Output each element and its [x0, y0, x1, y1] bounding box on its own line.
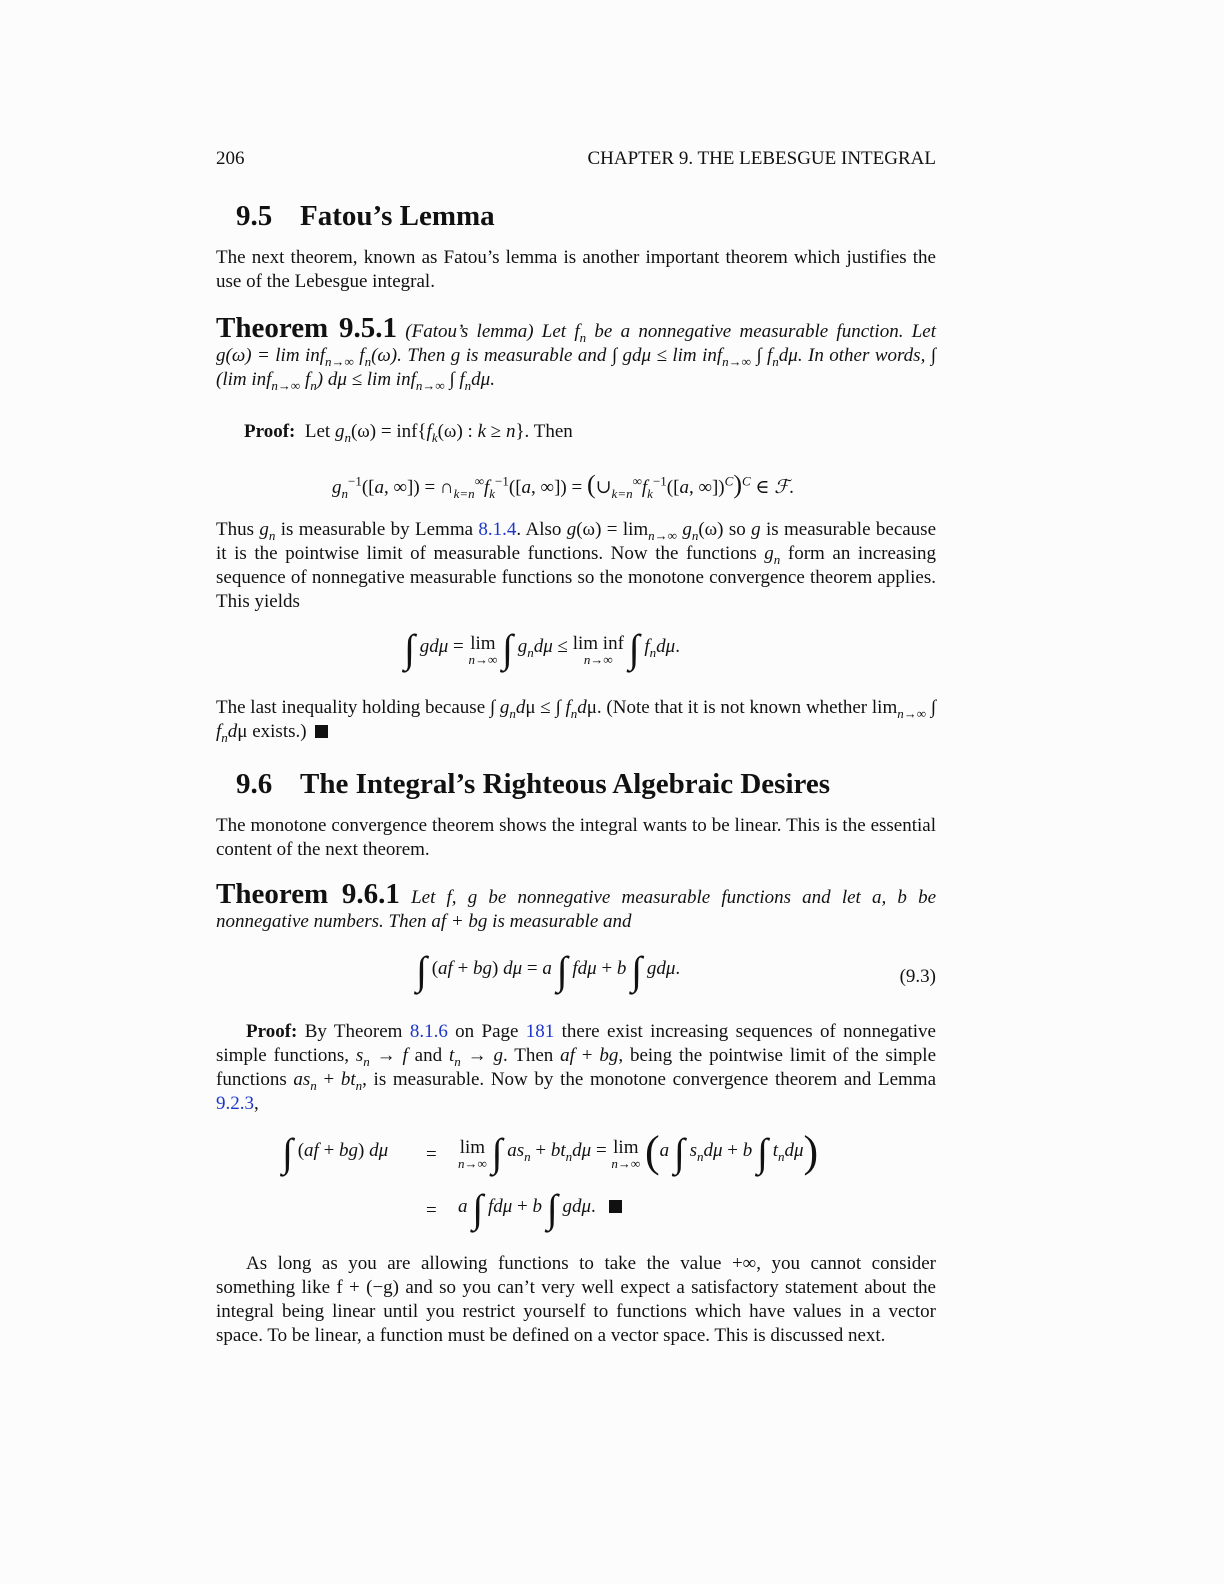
proof-text: Let $g_n(\omega) = inf\{f_k(\omega)$ : k ≥ n}. Then — [300, 421, 573, 445]
display-proof-eq2: = — [426, 1200, 437, 1221]
section-heading-9-6 — [236, 768, 830, 801]
lemma-link[interactable]: 9.2.3 — [216, 1093, 254, 1114]
section-title: Fatou’s Lemma — [300, 200, 495, 232]
qed-square — [609, 1200, 622, 1213]
theorem-9-5-1 — [216, 312, 936, 393]
page-number: 206 — [216, 148, 245, 169]
theorem-statement: (Fatou’s lemma) Let $f_n$ be a nonnegative measurable function. Let g(ω) = lim inf$_{n\to\infty}$ $f_n(\omega)$. Then g is measurable and ∫ gdμ ≤ lim inf$_{n\to\infty}$ ∫ $f_nd\mu$. In other words, ∫ (lim inf$_{n\to\infty}$ $f_n$) dμ ≤ lim inf$_{n\to\infty}$ ∫ $f_nd\mu$. — [216, 321, 936, 393]
display-proof-line1: ∫ (af + bg) dμ — [282, 1130, 389, 1175]
theorem-link[interactable]: 8.1.6 — [409, 1021, 448, 1042]
theorem-label: Theorem 9.5.1 — [216, 312, 397, 344]
display-proof-eq1: = — [426, 1144, 437, 1165]
section-intro: The next theorem, known as Fatou’s lemma is another important theorem which justifies the use of the Lebesgue integral. — [216, 247, 936, 292]
chapter-title: CHAPTER 9. THE LEBESGUE INTEGRAL — [587, 148, 936, 169]
section-heading-9-5 — [236, 200, 495, 233]
section-number: 9.5 — [236, 200, 273, 232]
qed-square — [315, 725, 328, 738]
display-fatou-inequality: ∫ gdμ = lim n→∞ ∫ $g_nd\mu \le \lim$ inf n→∞ ∫ $f_nd\mu$. — [404, 626, 680, 671]
proof-label: Proof: — [246, 1021, 298, 1042]
closing-paragraph: As long as you are allowing functions to take the value +∞, you cannot consider something like f + (−g) and so you can’t very well expect a satisfactory statement about the integral being linear until you restrict yourself to functions which have values in a vector space. To be linear, a function must be defined on a vector space. This is discussed next. — [216, 1253, 936, 1346]
section-title: The Integral’s Righteous Algebraic Desires — [300, 768, 831, 800]
theorem-label: Theorem 9.6.1 — [216, 878, 400, 910]
proof-9-5-1-para2: Thus $g_n$ is measurable by Lemma 8.1.4. Also $g(\omega) = \lim_{n\to\infty} g_n(\omega)$ so g is measurable because it is the pointwise limit of measurable functions. Now the functions $g_n$ form an increasing sequence of nonnegative measurable functions so the monotone convergence theorem applies. This yields — [216, 519, 937, 612]
display-preimage: $g_n^{-1}([a$, ∞]) = $\cap_{k=n}^\infty f_k^{-1}([a$, ∞]) = ($\cup_{k=n}^\infty f_k^{-1}([a$, ∞])$^C$)$^C$ ∈ ℱ. — [332, 470, 794, 501]
display-proof-rhs1: lim n→∞ ∫ $as_n + bt_nd\mu = \lim$ n→∞ (a ∫ $s_nd\mu + b$ ∫ $t_nd\mu$) — [458, 1127, 819, 1176]
proof-label: Proof: — [244, 421, 296, 442]
display-proof-rhs2: a ∫ fdμ + b ∫ gdμ. — [458, 1196, 622, 1218]
proof-9-6-1-text: Proof: By Theorem 8.1.6 on Page 181 there exist increasing sequences of nonnegative simple functions, $s_n \to f$ and $t_n \to g$. Then af + bg, being the pointwise limit of the simple functions $as_n + bt_n$, is measurable. Now by the monotone convergence theorem and Lemma 9.2.3, — [216, 1021, 937, 1114]
proof-9-5-1-para3: The last inequality holding because ∫ $g_nd\mu$ ≤ ∫ $f_nd\mu$. (Note that it is not known whether $\lim_{n\to\infty}$ ∫ $f_nd\mu$ exists.) — [216, 697, 936, 745]
proof-9-5-1-line1 — [244, 420, 936, 444]
theorem-9-6-1 — [216, 878, 937, 934]
section-number: 9.6 — [236, 768, 273, 800]
lemma-link[interactable]: 8.1.4 — [478, 519, 517, 540]
section-intro: The monotone convergence theorem shows the integral wants to be linear. This is the essential content of the next theorem. — [216, 815, 936, 860]
display-linearity: ∫ (af + bg) dμ = a ∫ fdμ + b ∫ gdμ. — [416, 948, 681, 993]
equation-number: (9.3) — [899, 966, 936, 987]
theorem-statement: Let f, g be nonnegative measurable functions and let a, b be nonnegative numbers. Then af + bg is measurable and — [216, 887, 937, 932]
page-link[interactable]: 181 — [525, 1021, 555, 1042]
